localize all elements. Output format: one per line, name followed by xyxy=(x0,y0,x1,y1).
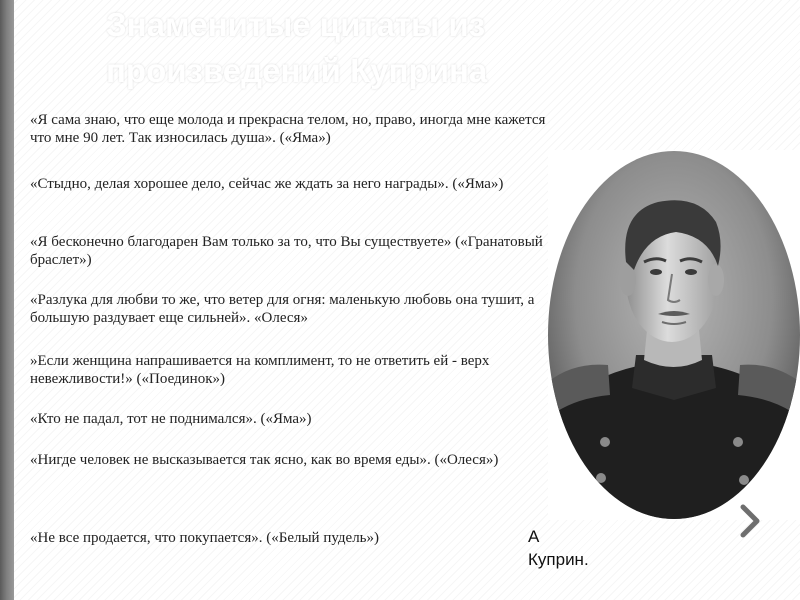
quote-item: «Стыдно, делая хорошее дело, сейчас же ждать за него награды». («Яма») xyxy=(30,176,504,192)
quote-item: «Разлука для любви то же, что ветер для огня: маленькую любовь она тушит, а большую раздувает еще сильней». «Олеся» xyxy=(30,292,535,326)
chevron-right-icon[interactable] xyxy=(740,504,762,538)
quote-item: »Если женщина напрашивается на комплимент, то не ответить ей - верх невежливости!» («Поединок») xyxy=(30,353,490,387)
caption-surname: Куприн. xyxy=(528,550,589,569)
portrait-caption xyxy=(528,525,589,571)
caption-initial: А xyxy=(528,527,540,546)
quote-item: «Нигде человек не высказывается так ясно, как во время еды». («Олеся») xyxy=(30,452,499,468)
quote-item: «Я сама знаю, что еще молода и прекрасна телом, но, право, иногда мне кажется что мне 90 лет. Так износилась душа». («Яма») xyxy=(30,112,546,146)
quote-item: «Я бесконечно благодарен Вам только за то, что Вы существуете» («Гранатовый браслет») xyxy=(30,234,543,268)
slide-title: Знаменитые цитаты из произведений Куприна xyxy=(106,6,488,89)
portrait-photo xyxy=(548,150,800,520)
left-accent-bar xyxy=(0,0,14,600)
quote-item: «Кто не падал, тот не поднимался». («Яма») xyxy=(30,411,312,427)
quote-item: «Не все продается, что покупается». («Белый пудель») xyxy=(30,530,380,546)
